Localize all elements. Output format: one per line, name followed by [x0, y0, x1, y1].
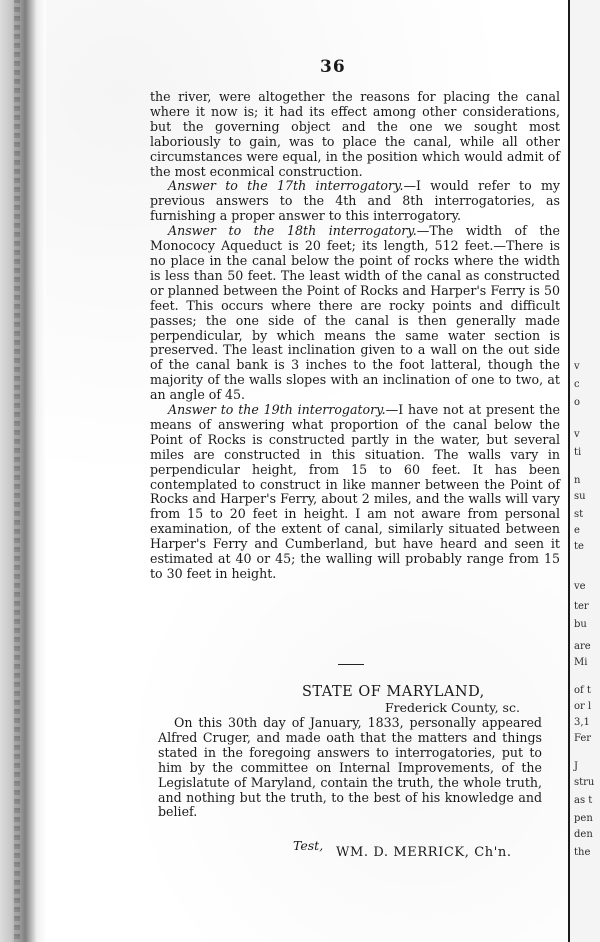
paragraph-answer-18	[150, 224, 560, 403]
adjacent-fragment: c	[574, 379, 580, 390]
answer-17-text: I would refer to my previous answers to the 4th and 8th interrogatories, as furnishing a proper answer to this interrogatory.	[150, 178, 560, 224]
answer-17-label: Answer to the 17th interrogatory.—	[168, 178, 417, 194]
adjacent-fragment: ti	[574, 447, 582, 458]
test-label: Test,	[293, 838, 324, 853]
adjacent-fragment: J	[574, 761, 579, 772]
section-divider	[338, 664, 364, 665]
adjacent-fragment: v	[574, 361, 580, 372]
adjacent-page-text	[572, 0, 600, 942]
adjacent-fragment: or l	[574, 701, 592, 712]
answer-19-text: I have not at present the means of answering what proportion of the canal below the Point of Rocks is constructed partly in the water, but several miles are constructed in this situation. The walls vary in perpendicular height, from 15 to 60 feet. It has been contemplated to construct in like manner between the Point of Rocks and Harper's Ferry, about 2 miles, and the walls will vary from 15 to 20 feet in height. I am not aware from personal examination, of the extent of canal, similarly situated between Harper's Ferry and Cumberland, but have heard and seen it estimated at 40 or 45; the walling will probably range from 15 to 30 feet in height.	[150, 402, 561, 581]
answer-18-text: The width of the Monococy Aqueduct is 20 feet; its length, 512 feet.—There is no place in the canal below the point of rocks where the width is less than 50 feet. The least width of the canal as constructed or planned between the Point of Rocks and Harper's Ferry is 50 feet. This occurs where there are rocky points and difficult passes; the one side of the canal is then generally made perpendicular, by which means the same water section is preserved. The least inclination given to a wall on the out side of the canal bank is 3 inches to the foot latteral, though the majority of the walls slopes with an inclination of one to two, at an angle of 45.	[150, 223, 560, 403]
adjacent-fragment: are	[574, 641, 591, 652]
adjacent-fragment: ter	[574, 601, 589, 612]
adjacent-fragment: su	[574, 491, 586, 502]
county-line: Frederick County, sc.	[385, 700, 520, 715]
adjacent-fragment: of t	[574, 685, 591, 696]
paragraph-answer-19	[150, 403, 560, 582]
adjacent-fragment: v	[574, 429, 580, 440]
body-text	[150, 90, 560, 582]
adjacent-fragment: Fer	[574, 733, 592, 744]
state-heading: STATE OF MARYLAND,	[302, 684, 485, 700]
adjacent-fragment: ve	[574, 581, 586, 592]
page-binding-shadow	[0, 0, 46, 942]
answer-19-label: Answer to the 19th interrogatory.—	[168, 402, 399, 418]
adjacent-fragment: as t	[574, 795, 593, 806]
adjacent-fragment: o	[574, 397, 581, 408]
page-number: 36	[320, 57, 346, 77]
paragraph-answer-17	[150, 179, 560, 224]
paragraph-continuation: the river, were altogether the reasons for placing the canal where it now is; it had its effect among other considerations, but the governing object and the one we sought most laboriously to gain, was to place the canal, while all other circumstances were equal, in the position which would admit of the most econmical construction.	[150, 89, 560, 179]
adjacent-fragment: n	[574, 475, 581, 486]
answer-18-label: Answer to the 18th interrogatory.—	[168, 223, 430, 239]
adjacent-fragment: den	[574, 829, 593, 840]
adjacent-fragment: pen	[574, 813, 593, 824]
adjacent-fragment: bu	[574, 619, 587, 630]
adjacent-fragment: st	[574, 509, 584, 520]
oath-text: On this 30th day of January, 1833, personally appeared Alfred Cruger, and made oath that the matters and things stated in the foregoing answers to interrogatories, put to him by the committee on Internal Improvements, of the Legislatute of Maryland, contain the truth, the whole truth, and nothing but the truth, to the best of his knowledge and belief.	[158, 715, 542, 820]
adjacent-fragment: Mi	[574, 657, 588, 668]
adjacent-fragment: the	[574, 847, 591, 858]
adjacent-fragment: stru	[574, 777, 595, 788]
oath-paragraph	[158, 716, 542, 820]
adjacent-fragment: te	[574, 541, 584, 552]
signature: WM. D. MERRICK, Ch'n.	[336, 845, 512, 860]
adjacent-fragment: e	[574, 525, 580, 536]
adjacent-fragment: 3,1	[574, 717, 590, 728]
